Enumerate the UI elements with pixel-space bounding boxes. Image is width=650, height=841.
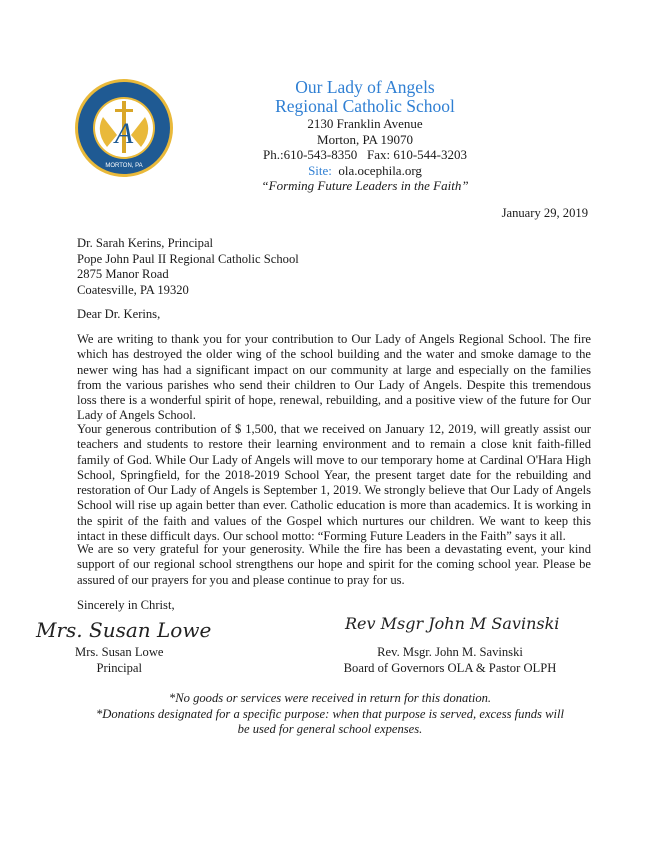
school-seal-logo — [73, 77, 175, 179]
signer-lowe — [75, 645, 164, 676]
svg-text:A: A — [114, 117, 134, 150]
signature-lowe: Mrs. Susan Lowe — [36, 618, 212, 642]
signer-savinski — [340, 645, 560, 676]
letter-date: January 29, 2019 — [501, 206, 588, 220]
closing: Sincerely in Christ, — [77, 598, 175, 612]
fax: Fax: 610-544-3203 — [366, 147, 468, 162]
signer-title: Board of Governors OLA & Pastor OLPH — [343, 660, 557, 675]
street-address: 2130 Franklin Avenue — [307, 116, 423, 131]
signer-name: Rev. Msgr. John M. Savinski — [377, 645, 523, 659]
recipient-street: 2875 Manor Road — [77, 267, 169, 281]
paragraph-2: Your generous contribution of $ 1,500, that we received on January 12, 2019, will greatly assist our teachers and students to restore their learning environment and to remain a close knit faith-filled family of God. While Our Lady of Angels will move to our temporary home at Cardinal O'Hara High School, Springfield, for the 2018-2019 School Year, the present target date for the rebuilding and restoration of Our Lady of Angels is September 1, 2019. We strongly believe that Our Lady of Angels School will rise up again better than ever. Catholic education is more than academics. It is working in the spirit of the faith and values of the Gospel which nurtures our children. We want to keep this intact in these difficult days. Our school motto: “Forming Future Leaders in the Faith” says it all. — [77, 422, 591, 544]
signer-title: Principal — [96, 660, 142, 675]
paragraph-3: We are so very grateful for your generosity. While the fire has been a devastating event, your kind support of our regional school strengthens our hope and spirit for the coming school year. Please be assured of our prayers for you and please continue to pray for us. — [77, 542, 591, 587]
site-label: Site: — [308, 162, 332, 178]
motto: “Forming Future Leaders in the Faith” — [261, 178, 469, 193]
city-address: Morton, PA 19070 — [317, 131, 413, 147]
site-url[interactable]: ola.ocephila.org — [338, 162, 422, 178]
signer-name: Mrs. Susan Lowe — [75, 645, 164, 659]
paragraph-1: We are writing to thank you for your contribution to Our Lady of Angels Regional School. The fire which has destroyed the older wing of the school building and the water and smoke damage to the newer wing has had a significant impact on our community at large and especially on the families from the various parishes who send their children to Our Lady of Angels. Despite this tremendous loss there is a wonderful spirit of hope, renewal, rebuilding, and a positive view of the future for Our Lady of Angels School. — [77, 332, 591, 423]
school-name-line2: Regional Catholic School — [275, 96, 455, 116]
school-name: Our Lady of Angels — [295, 77, 435, 97]
svg-text:MORTON, PA: MORTON, PA — [105, 163, 143, 169]
signature-savinski: Rev Msgr John M Savinski — [345, 614, 560, 633]
recipient-address — [77, 236, 299, 298]
footnotes — [90, 691, 570, 738]
recipient-city: Coatesville, PA 19320 — [77, 282, 189, 297]
recipient-school: Pope John Paul II Regional Catholic School — [77, 251, 299, 266]
salutation: Dear Dr. Kerins, — [77, 307, 161, 321]
letterhead — [220, 78, 510, 194]
recipient-name: Dr. Sarah Kerins, Principal — [77, 236, 214, 250]
footnote-no-goods: *No goods or services were received in return for this donation. — [168, 691, 492, 705]
footnote-designated: *Donations designated for a specific purpose: when that purpose is served, excess funds will be used for general school expenses. — [95, 706, 565, 736]
phone: Ph.:610-543-8350 — [262, 147, 358, 162]
